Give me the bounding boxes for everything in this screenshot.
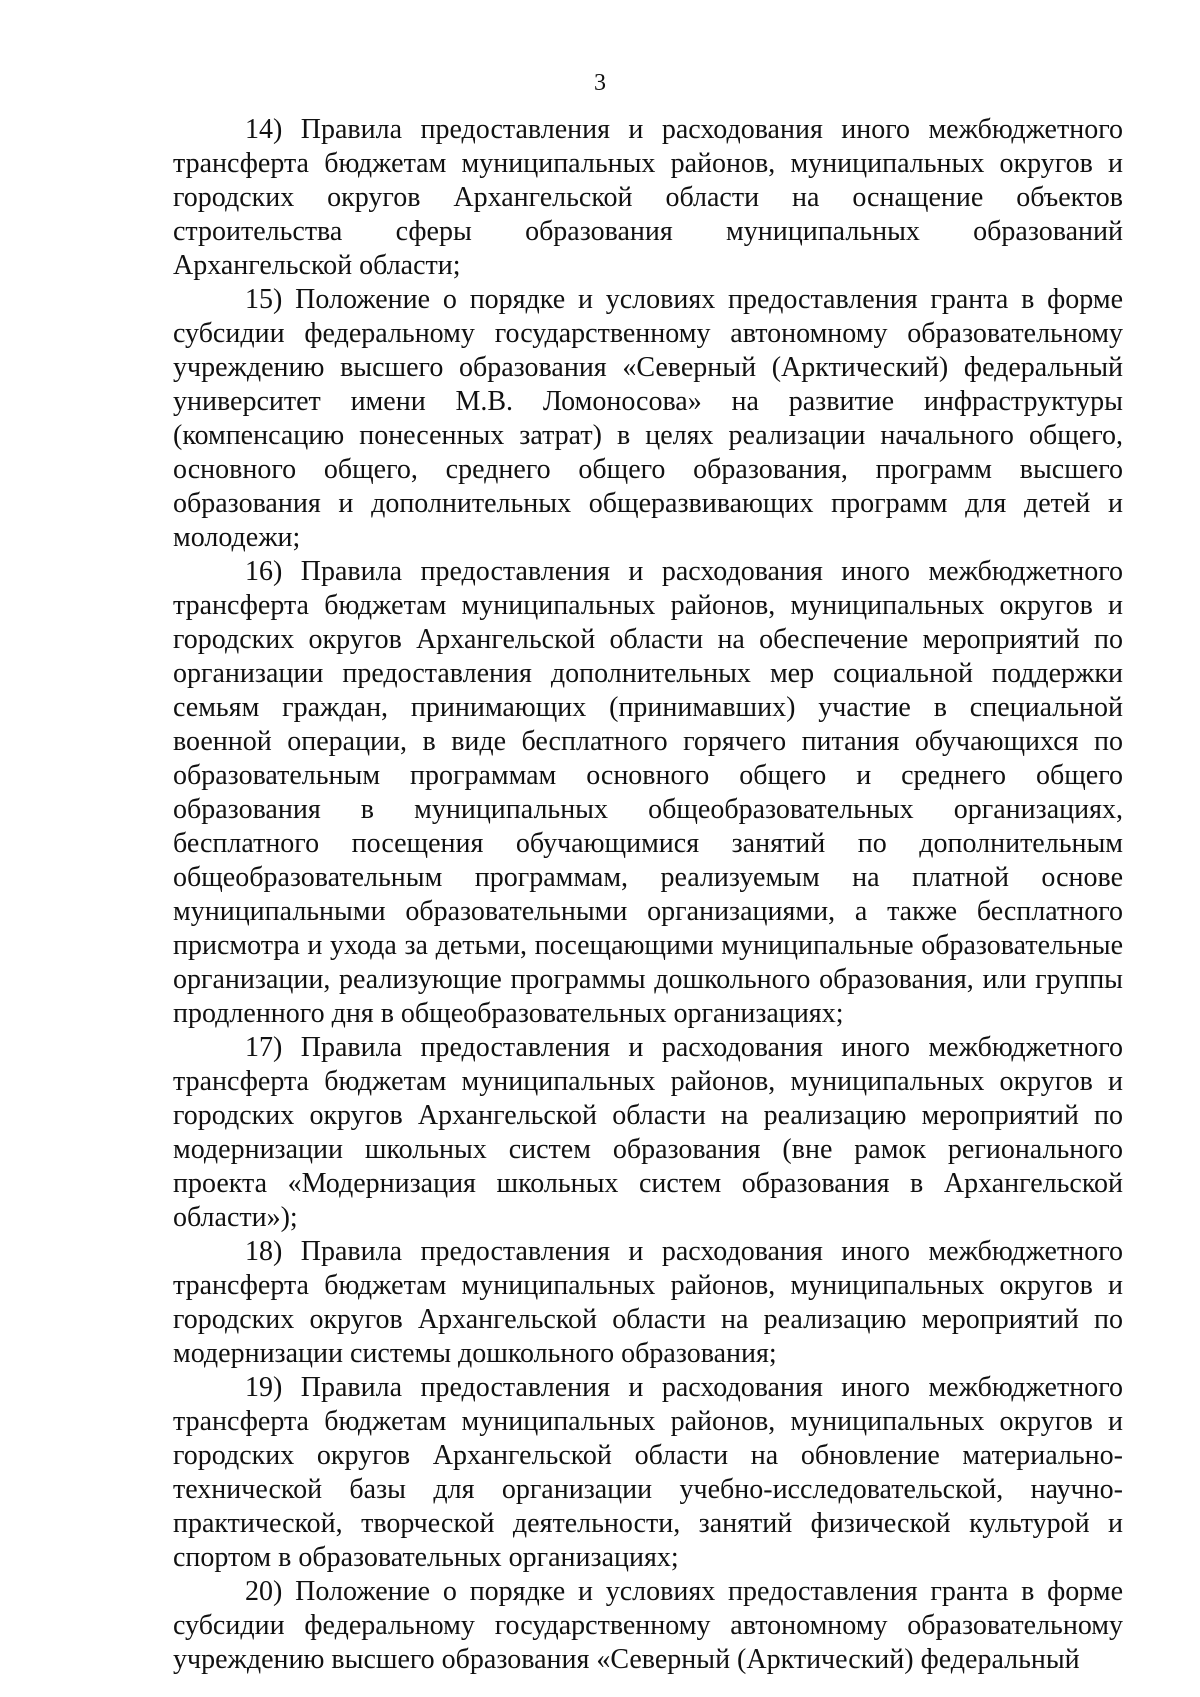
list-item-20: 20) Положение о порядке и условиях предоставления гранта в форме субсидии федеральному государственному автономному образовательному учреждению высшего образования «Северный (Арктический) федеральный	[173, 1576, 1123, 1675]
list-item-18: 18) Правила предоставления и расходования иного межбюджетного трансферта бюджетам муниципальных районов, муниципальных округов и городских округов Архангельской области на реализацию мероприятий по модернизации системы дошкольного образования;	[173, 1236, 1123, 1369]
list-item-19: 19) Правила предоставления и расходования иного межбюджетного трансферта бюджетам муниципальных районов, муниципальных округов и городских округов Архангельской области на обновление материально-технической базы для организации учебно-исследовательской, научно-практической, творческой деятельности, занятий физической культурой и спортом в образовательных организациях;	[173, 1372, 1123, 1573]
list-item-17: 17) Правила предоставления и расходования иного межбюджетного трансферта бюджетам муниципальных районов, муниципальных округов и городских округов Архангельской области на реализацию мероприятий по модернизации школьных систем образования (вне рамок регионального проекта «Модернизация школьных систем образования в Архангельской области»);	[173, 1032, 1123, 1233]
list-item-16: 16) Правила предоставления и расходования иного межбюджетного трансферта бюджетам муниципальных районов, муниципальных округов и городских округов Архангельской области на обеспечение мероприятий по организации предоставления дополнительных мер социальной поддержки семьям граждан, принимающих (принимавших) участие в специальной военной операции, в виде бесплатного горячего питания обучающихся по образовательным программам основного общего и среднего общего образования в муниципальных общеобразовательных организациях, бесплатного посещения обучающимися занятий по дополнительным общеобразовательным программам, реализуемым на платной основе муниципальными образовательными организациями, а также бесплатного присмотра и ухода за детьми, посещающими муниципальные образовательные организации, реализующие программы дошкольного образования, или группы продленного дня в общеобразовательных организациях;	[173, 556, 1123, 1029]
list-item-14: 14) Правила предоставления и расходования иного межбюджетного трансферта бюджетам муниципальных районов, муниципальных округов и городских округов Архангельской области на оснащение объектов строительства сферы образования муниципальных образований Архангельской области;	[173, 114, 1123, 281]
document-body	[173, 113, 1123, 1677]
list-item-15: 15) Положение о порядке и условиях предоставления гранта в форме субсидии федеральному государственному автономному образовательному учреждению высшего образования «Северный (Арктический) федеральный университет имени М.В. Ломоносова» на развитие инфраструктуры (компенсацию понесенных затрат) в целях реализации начального общего, основного общего, среднего общего образования, программ высшего образования и дополнительных общеразвивающих программ для детей и молодежи;	[173, 284, 1123, 553]
page-number: 3	[594, 70, 606, 96]
